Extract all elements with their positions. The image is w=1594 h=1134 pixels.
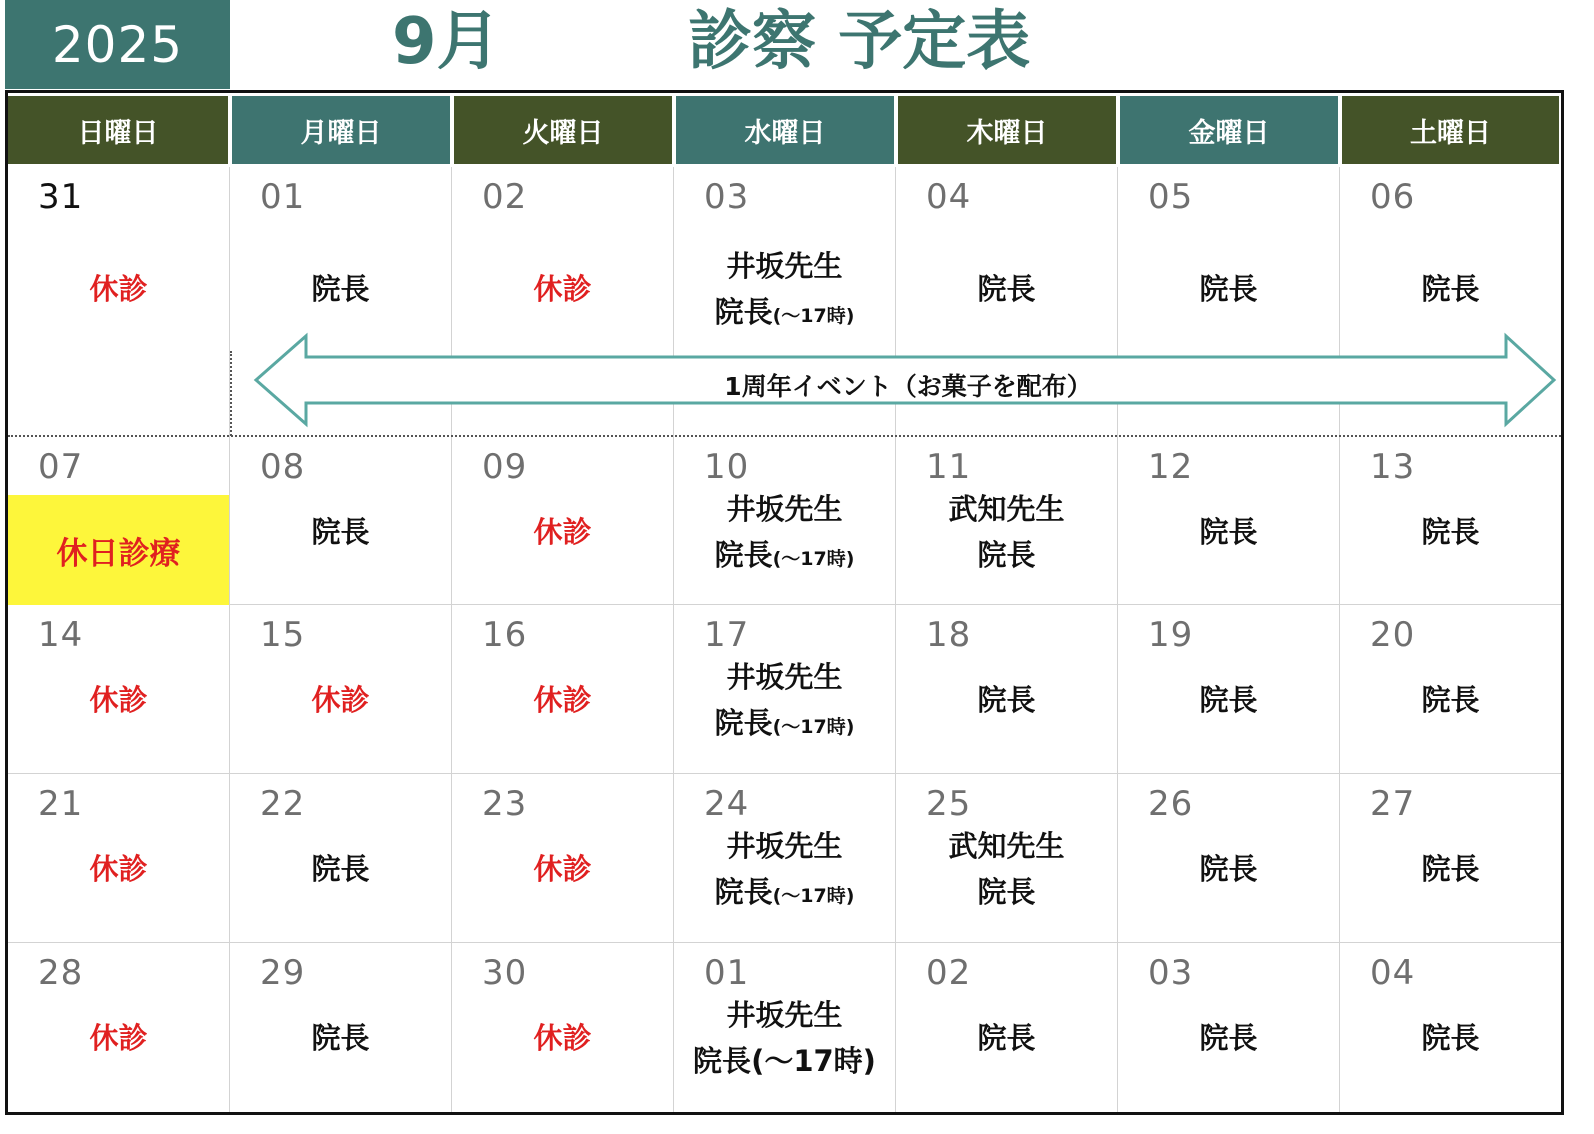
- day-cell: [8, 167, 230, 437]
- day-number: 11: [926, 447, 972, 487]
- doctor-name: 井坂先生: [726, 829, 843, 863]
- doctor-name: 院長: [311, 515, 370, 549]
- day-cell: [8, 943, 230, 1112]
- year-badge: 2025: [5, 0, 230, 89]
- closed-label: 休診: [89, 683, 148, 717]
- day-number: 28: [38, 953, 84, 993]
- weekday-header: 金曜日: [1120, 96, 1338, 164]
- day-cell: [452, 437, 674, 605]
- holiday-duty-badge: 休日診療: [8, 495, 229, 605]
- weekday-header-row: [8, 93, 1561, 167]
- doctor-name: 院長: [977, 1021, 1036, 1055]
- day-cell: [1118, 943, 1340, 1112]
- closed-label: 休診: [533, 683, 592, 717]
- doctor-name: 院長: [1199, 1021, 1258, 1055]
- hours-note: (〜17時): [772, 548, 855, 570]
- day-cell: [230, 437, 452, 605]
- day-cell: [674, 605, 896, 774]
- hours-note: (〜17時): [772, 716, 855, 738]
- day-number: 17: [704, 615, 750, 655]
- doctor-name-text: 院長: [714, 875, 773, 909]
- calendar-frame: [5, 90, 1564, 1115]
- week-divider: [8, 435, 1561, 437]
- doctor-name: 院長: [1421, 683, 1480, 717]
- doctor-name: [674, 700, 895, 750]
- weekday-header: 火曜日: [454, 96, 672, 164]
- doctor-name: 院長: [1199, 515, 1258, 549]
- event-label: 1周年イベント（お菓子を配布）: [724, 372, 1092, 401]
- day-cell: [674, 774, 896, 943]
- day-number: 03: [704, 177, 750, 217]
- doctor-name: 院長: [977, 272, 1036, 306]
- day-number: 19: [1148, 615, 1194, 655]
- day-number: 25: [926, 784, 972, 824]
- day-number: 14: [38, 615, 84, 655]
- day-cell: [230, 943, 452, 1112]
- day-cell: [1340, 774, 1561, 943]
- doctor-name: 院長: [1199, 272, 1258, 306]
- day-cell: [674, 437, 896, 605]
- day-number: 01: [704, 953, 750, 993]
- day-number: 04: [1370, 953, 1416, 993]
- day-number: 12: [1148, 447, 1194, 487]
- day-number: 04: [926, 177, 972, 217]
- closed-label: 休診: [89, 852, 148, 886]
- doctor-name: 院長: [1199, 683, 1258, 717]
- day-cell: [896, 774, 1118, 943]
- doctor-name: 院長: [311, 272, 370, 306]
- doctor-name-text: 院長: [693, 1044, 752, 1078]
- doctor-name-text: 院長: [714, 295, 773, 329]
- day-number: 06: [1370, 177, 1416, 217]
- day-number: 07: [38, 447, 84, 487]
- doctor-name: 院長: [1421, 515, 1480, 549]
- closed-label: 休診: [533, 272, 592, 306]
- doctor-name: [674, 869, 895, 919]
- day-number: 03: [1148, 953, 1194, 993]
- weekday-header: 水曜日: [676, 96, 894, 164]
- doctor-name: 武知先生: [948, 829, 1065, 863]
- weekday-header: 月曜日: [232, 96, 450, 164]
- doctor-name-text: 院長: [714, 538, 773, 572]
- page-title: 診察 予定表: [688, 5, 1031, 79]
- day-cell: [452, 943, 674, 1112]
- day-cell: [1340, 437, 1561, 605]
- month-title: 9月: [392, 5, 501, 79]
- day-number: 01: [260, 177, 306, 217]
- day-number: 13: [1370, 447, 1416, 487]
- day-number: 29: [260, 953, 306, 993]
- doctor-name-text: 院長: [714, 706, 773, 740]
- doctor-name: [674, 1038, 895, 1084]
- day-cell: [1118, 437, 1340, 605]
- closed-label: 休診: [311, 683, 370, 717]
- day-cell: [1340, 605, 1561, 774]
- doctor-name: 院長: [311, 1021, 370, 1055]
- day-number: 10: [704, 447, 750, 487]
- hours-note: (〜17時): [772, 305, 855, 327]
- day-cell: [452, 605, 674, 774]
- day-cell: [896, 943, 1118, 1112]
- day-cell: [1118, 774, 1340, 943]
- day-number: 24: [704, 784, 750, 824]
- day-number: 21: [38, 784, 84, 824]
- weekday-header: 木曜日: [898, 96, 1116, 164]
- day-number: 18: [926, 615, 972, 655]
- doctor-name: 院長: [977, 683, 1036, 717]
- day-number: 05: [1148, 177, 1194, 217]
- day-number: 27: [1370, 784, 1416, 824]
- doctor-name: 井坂先生: [726, 660, 843, 694]
- doctor-name: 院長: [977, 538, 1036, 572]
- day-cell: [230, 774, 452, 943]
- day-number: 20: [1370, 615, 1416, 655]
- weekday-header: 日曜日: [8, 96, 228, 164]
- day-number: 30: [482, 953, 528, 993]
- doctor-name: [674, 532, 895, 582]
- closed-label: 休診: [533, 852, 592, 886]
- day-cell: [230, 605, 452, 774]
- doctor-name: 院長: [1421, 852, 1480, 886]
- day-number: 23: [482, 784, 528, 824]
- day-cell: [896, 605, 1118, 774]
- doctor-name: 院長: [311, 852, 370, 886]
- doctor-name: 院長: [977, 875, 1036, 909]
- day-number: 09: [482, 447, 528, 487]
- weekday-header: 土曜日: [1342, 96, 1559, 164]
- doctor-name: 武知先生: [948, 492, 1065, 526]
- doctor-name: 院長: [1421, 1021, 1480, 1055]
- closed-label: 休診: [89, 1021, 148, 1055]
- day-cell: [8, 605, 230, 774]
- day-number: 16: [482, 615, 528, 655]
- closed-label: 休診: [533, 1021, 592, 1055]
- day-number: 08: [260, 447, 306, 487]
- closed-label: 休診: [89, 272, 148, 306]
- doctor-name: 院長: [1421, 272, 1480, 306]
- day-number: 22: [260, 784, 306, 824]
- day-number: 26: [1148, 784, 1194, 824]
- day-number: 15: [260, 615, 306, 655]
- day-cell: [674, 943, 896, 1112]
- day-cell: [452, 774, 674, 943]
- day-cell: [1340, 943, 1561, 1112]
- doctor-name: 井坂先生: [726, 492, 843, 526]
- day-cell: [896, 437, 1118, 605]
- hours-note: (〜17時): [751, 1044, 876, 1078]
- event-divider: [230, 351, 232, 436]
- doctor-name: 井坂先生: [726, 249, 843, 283]
- closed-label: 休診: [533, 515, 592, 549]
- day-cell: [1118, 605, 1340, 774]
- doctor-name: 院長: [1199, 852, 1258, 886]
- doctor-name: 井坂先生: [726, 998, 843, 1032]
- day-cell: [8, 774, 230, 943]
- day-number: 31: [38, 177, 84, 217]
- day-cell: [8, 437, 230, 605]
- hours-note: (〜17時): [772, 885, 855, 907]
- day-number: 02: [482, 177, 528, 217]
- day-number: 02: [926, 953, 972, 993]
